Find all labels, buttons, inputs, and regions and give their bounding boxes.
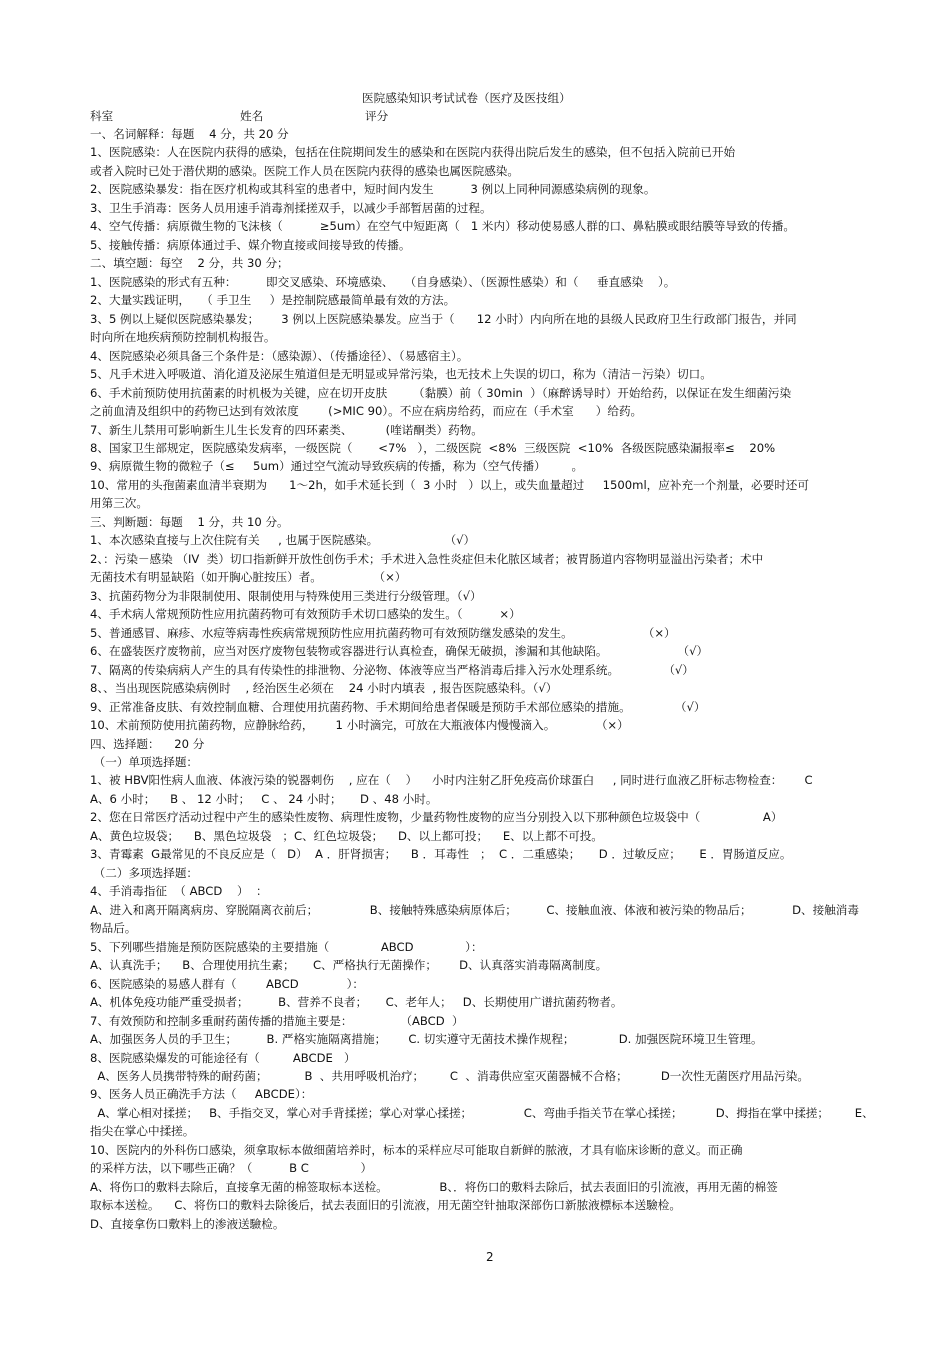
text-line: 3、青霉素 G最常见的不良反应是（ D） A ．肝肾损害； B ．耳毒性 ； C ．二重感染； D ．过敏反应； E ．胃肠道反应。 — [90, 847, 792, 862]
text-line: 1、医院感染的形式有五种： 即交叉感染、环境感染、 （自身感染）、（医源性感染）和（ 垂直感染 ）。 — [90, 274, 676, 289]
text-line: 6、在盛装医疗废物前，应当对医疗废物包装物或容器进行认真检查，确保无破损，渗漏和其他缺陷。 （√） — [90, 644, 709, 659]
text-line: 8、、当出现医院感染病例时 , 经治医生必须在 24 小时内填表 , 报告医院感染科。（√） — [90, 681, 558, 696]
text-line: 用第三次。 — [90, 496, 148, 511]
text-line: A、医务人员携带特殊的耐药菌； B 、共用呼吸机治疗； C 、消毒供应室灭菌器械不合格； D一次性无菌医疗用品污染。 — [90, 1068, 809, 1083]
text-line: 5、下列哪些措施是预防医院感染的主要措施（ ABCD ）： — [90, 939, 483, 954]
text-line: 7、有效预防和控制多重耐药菌传播的措施主要是： （ABCD ） — [90, 1013, 464, 1028]
header-info-row — [90, 108, 490, 126]
text-line: 8、医院感染爆发的可能途径有（ ABCDE ） — [90, 1050, 356, 1065]
text-line: 9、病原微生物的微粒子（≤ 5um）通过空气流动导致疾病的传播，称为（空气传播） 。 — [90, 459, 584, 474]
text-line: （一）单项选择题： — [90, 754, 199, 769]
text-line: 10、术前预防使用抗菌药物，应静脉给药， 1 小时滴完，可放在大瓶液体内慢慢滴入。 （×） — [90, 718, 629, 733]
text-line: A、6 小时； B 、 12 小时； C 、 24 小时； D 、48 小时。 — [90, 791, 438, 806]
text-line: 2、：污染－感染 （IV 类）切口指新鲜开放性创伤手术；手术进入急性炎症但未化脓区域者；被胃肠道内容物明显溢出污染者；术中 — [90, 551, 764, 566]
text-line: 10、医院内的外科伤口感染，须拿取标本做细菌培养时，标本的采样应尽可能取自新鲜的脓液，才具有临床诊断的意义。而正确 — [90, 1142, 743, 1157]
text-line: 2、您在日常医疗活动过程中产生的感染性废物、病理性废物，少量药物性废物的应当分别投入以下那种颜色垃圾袋中（ A） — [90, 810, 783, 825]
score-label: 评分 — [365, 109, 389, 123]
text-line: A、机体免疫功能严重受损者； B、营养不良者； C、老年人； D、长期使用广谱抗菌药物者。 — [90, 995, 623, 1010]
page-number: 2 — [486, 1250, 494, 1264]
text-line: 或者入院时已处于潜伏期的感染。医院工作人员在医院内获得的感染也属医院感染。 — [90, 163, 519, 178]
text-line: 7、隔离的传染病病人产生的具有传染性的排泄物、分泌物、体液等应当严格消毒后排入污水处理系统。 （√） — [90, 662, 694, 677]
text-line: 8、国家卫生部规定，医院感染发病率，一级医院（ <7% ），二级医院 <8% 三级医院 <10% 各级医院感染漏报率≤ 20% — [90, 440, 776, 455]
text-line: 2、大量实践证明， （ 手卫生 ）是控制院感最简单最有效的方法。 — [90, 293, 456, 308]
text-line: A、认真洗手； B、合理使用抗生素； C、严格执行无菌操作； D、认真落实消毒隔离制度。 — [90, 958, 608, 973]
text-line: 一、名词解释：每题 4 分，共 20 分 — [90, 127, 289, 141]
text-line: 4、手术病人常规预防性应用抗菌药物可有效预防手术切口感染的发生。（ ×） — [90, 607, 521, 622]
text-line: 9、医务人员正确洗手方法（ ABCDE）： — [90, 1087, 313, 1102]
name-label: 姓名 — [240, 109, 264, 123]
text-line: 的采样方法，以下哪些正确？（ B C ） — [90, 1161, 373, 1176]
text-line: 时向所在地疾病预防控制机构报告。 — [90, 330, 276, 345]
text-line: 三、判断题：每题 1 分，共 10 分。 — [90, 514, 289, 529]
text-line: A、进入和离开隔离病房、穿脱隔离衣前后； B、接触特殊感染病原体后； C、接触血液、体液和被污染的物品后； D、接触消毒 — [90, 902, 859, 917]
text-line: 4、医院感染必须具备三个条件是：（感染源）、（传播途径）、（易感宿主）。 — [90, 348, 469, 363]
text-line: 6、手术前预防使用抗菌素的时机极为关键，应在切开皮肤 （黏膜）前（ 30min ）（麻醉诱导时）开始给药，以保证在发生细菌污染 — [90, 385, 792, 400]
text-line: 2、医院感染暴发：指在医疗机构或其科室的患者中，短时间内发生 3 例以上同种同源感染病例的现象。 — [90, 182, 656, 197]
text-line: （二）多项选择题： — [90, 865, 199, 880]
text-line: 四、选择题： 20 分 — [90, 736, 205, 751]
text-line: 3、5 例以上疑似医院感染暴发； 3 例以上医院感染暴发。应当于（ 12 小时）内向所在地的县级人民政府卫生行政部门报告，并同 — [90, 311, 797, 326]
text-line: 1、被 HBV阳性病人血液、体液污染的锐器刺伤 , 应在（ ） 小时内注射乙肝免疫高价球蛋白 , 同时进行血液乙肝标志物检查： C — [90, 773, 813, 788]
text-line: 5、接触传播：病原体通过手、媒介物直接或间接导致的传播。 — [90, 237, 411, 252]
text-line: 9、正常准备皮肤、有效控制血糖、合理使用抗菌药物、手术期间给患者保暖是预防手术部位感染的措施。 （√） — [90, 699, 706, 714]
text-line: 1、医院感染：人在医院内获得的感染，包括在住院期间发生的感染和在医院内获得出院后发生的感染，但不包括入院前已开始 — [90, 145, 736, 160]
text-line: A、加强医务人员的手卫生； B. 严格实施隔离措施； C. 切实遵守无菌技术操作规程； D. 加强医院环境卫生管理。 — [90, 1032, 763, 1047]
text-line: A、黄色垃圾袋； B、黑色垃圾袋 ；C、红色垃圾袋； D、以上都可投； E、以上都不可投。 — [90, 828, 603, 843]
text-line: 无菌技术有明显缺陷（如开胸心脏按压）者。 （×） — [90, 570, 407, 585]
text-line: 取标本送检。 C、将伤口的敷料去除後后，拭去表面旧的引流液，用无菌空针抽取深部伤口新脓液標标本送驗检。 — [90, 1198, 681, 1213]
text-line: 1、本次感染直接与上次住院有关 , 也属于医院感染。 （√） — [90, 533, 476, 548]
document-title: 医院感染知识考试试卷（医疗及医技组） — [362, 91, 571, 105]
text-line: D、直接拿伤口敷料上的渗液送驗检。 — [90, 1216, 285, 1231]
text-line: A、将伤口的敷料去除后，直接拿无菌的棉签取标本送检。 B、．将伤口的敷料去除后，拭去表面旧的引流液，再用无菌的棉签 — [90, 1179, 778, 1194]
text-line: 二、填空题：每空 2 分，共 30 分； — [90, 256, 289, 271]
text-line: 7、新生儿禁用可影响新生儿生长发育的四环素类、 (喹诺酮类）药物。 — [90, 422, 483, 437]
text-line: 指尖在掌心中揉搓。 — [90, 1124, 195, 1139]
text-line: 之前血清及组织中的药物已达到有效浓度 (>MIC 90）。不应在病房给药，而应在（手术室 ）给药。 — [90, 404, 643, 419]
text-line: 3、抗菌药物分为非限制使用、限制使用与特殊使用三类进行分级管理。（√） — [90, 588, 482, 603]
text-line: A、掌心相对揉搓； B、手指交叉，掌心对手背揉搓；掌心对掌心揉搓； C、弯曲手指关节在掌心揉搓； D、拇指在掌中揉搓； E、 — [90, 1105, 874, 1120]
text-line: 物品后。 — [90, 921, 137, 936]
dept-label: 科室 — [90, 109, 114, 123]
text-line: 4、手消毒指征 （ ABCD ） ： — [90, 884, 268, 899]
text-line: 10、常用的头孢菌素血清半衰期为 1～2h，如手术延长到（ 3 小时 ）以上，或失血量超过 1500ml，应补充一个剂量，必要时还可 — [90, 477, 809, 492]
text-line: 4、空气传播：病原微生物的飞沫核（ ≥5um）在空气中短距离（ 1 米内）移动使易感人群的口、鼻粘膜或眼结膜等导致的传播。 — [90, 219, 795, 234]
text-line: 6、医院感染的易感人群有（ ABCD ）： — [90, 976, 364, 991]
text-line: 3、卫生手消毒：医务人员用速手消毒剂揉搓双手，以减少手部暂居菌的过程。 — [90, 200, 492, 215]
text-line: 5、普通感冒、麻疹、水痘等病毒性疾病常规预防性应用抗菌药物可有效预防继发感染的发生。 （×） — [90, 625, 676, 640]
text-line: 5、凡手术进入呼吸道、消化道及泌尿生殖道但是无明显或异常污染，也无技术上失误的切口，称为（清洁－污染）切口。 — [90, 367, 712, 382]
